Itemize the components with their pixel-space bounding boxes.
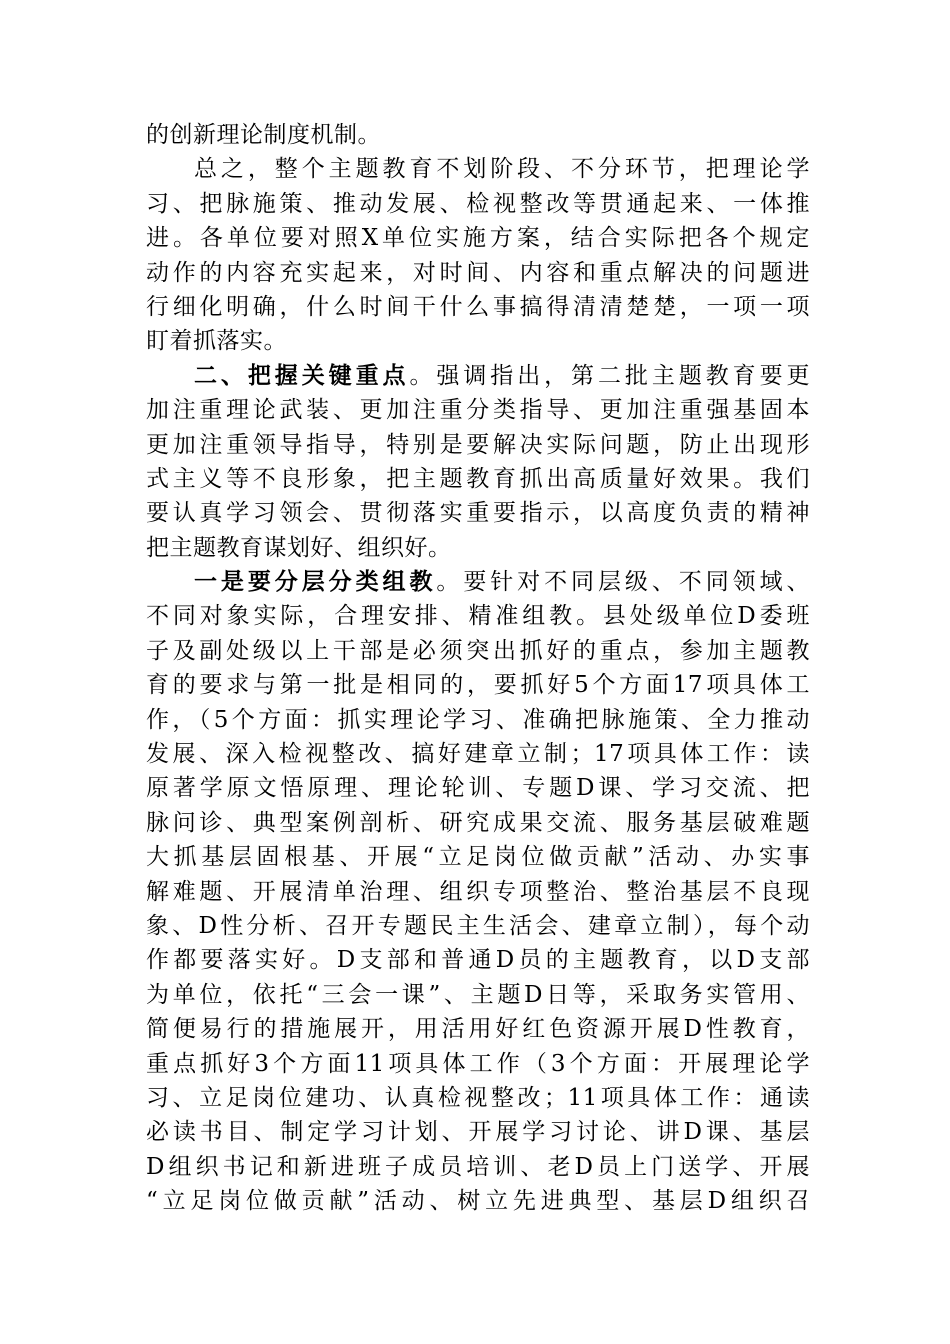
- text-run: 。要针对不同层级、不同领域、: [436, 569, 811, 596]
- text-line: [146, 771, 810, 805]
- text-run: 作都要落实好。D支部和普通D员的主题教育，以D支部: [146, 947, 810, 974]
- text-line: [146, 221, 810, 255]
- text-run: 不同对象实际，合理安排、精准组教。县处级单位D委班: [146, 603, 810, 630]
- text-run: 习、立足岗位建功、认真检视整改；11项具体工作：通读: [146, 1084, 810, 1111]
- text-line: [146, 737, 810, 771]
- text-line: [146, 428, 810, 462]
- text-run: 必读书目、制定学习计划、开展学习讨论、讲D课、基层: [146, 1119, 810, 1146]
- text-run: 。强调指出，第二批主题教育要更: [409, 362, 811, 389]
- bold-heading-run: 一是要分层分类组教: [194, 568, 437, 596]
- text-run: 作，（5个方面：抓实理论学习、准确把脉施策、全力推动: [146, 706, 810, 733]
- text-line: [146, 496, 810, 530]
- paragraph: [146, 565, 810, 1218]
- text-run: 简便易行的措施展开，用活用好红色资源开展D性教育，: [146, 1016, 810, 1043]
- text-line: [146, 187, 810, 221]
- text-run: 加注重理论武装、更加注重分类指导、更加注重强基固本: [146, 397, 810, 424]
- text-line: [146, 668, 810, 702]
- text-run: 更加注重领导指导，特别是要解决实际问题，防止出现形: [146, 431, 810, 458]
- text-line: [146, 1012, 810, 1046]
- text-line: [146, 324, 810, 358]
- text-run: D组织书记和新进班子成员培训、老D员上门送学、开展: [146, 1153, 810, 1180]
- text-run: 重点抓好3个方面11项具体工作（3个方面：开展理论学: [146, 1050, 810, 1077]
- text-run: “立足岗位做贡献”活动、树立先进典型、基层D组织召: [146, 1188, 810, 1215]
- text-run: 总之，整个主题教育不划阶段、不分环节，把理论学: [194, 156, 810, 183]
- text-run: 习、把脉施策、推动发展、检视整改等贯通起来、一体推: [146, 190, 810, 217]
- text-line: [146, 565, 810, 599]
- text-line: [146, 599, 810, 633]
- text-run: 脉问诊、典型案例剖析、研究成果交流、服务基层破难题: [146, 809, 810, 836]
- text-line: [146, 703, 810, 737]
- text-line: [146, 1081, 810, 1115]
- text-run: 原著学原文悟原理、理论轮训、专题D课、学习交流、把: [146, 775, 810, 802]
- text-line: [146, 1184, 810, 1218]
- text-line: [146, 462, 810, 496]
- text-line: [146, 393, 810, 427]
- text-line: [146, 1047, 810, 1081]
- text-run: 的创新理论制度机制。: [146, 122, 381, 148]
- text-line: [146, 152, 810, 186]
- text-run: 盯着抓落实。: [146, 328, 287, 355]
- text-line: [146, 943, 810, 977]
- text-line: [146, 875, 810, 909]
- text-line: [146, 290, 810, 324]
- text-line: [146, 634, 810, 668]
- text-line: [146, 359, 810, 393]
- paragraph: [146, 359, 810, 565]
- text-run: 行细化明确，什么时间干什么事搞得清清楚楚，一项一项: [146, 293, 810, 320]
- bold-heading-run: 二、把握关键重点: [194, 361, 410, 389]
- text-run: 大抓基层固根基、开展“立足岗位做贡献”活动、办实事: [146, 844, 810, 871]
- text-run: 子及副处级以上干部是必须突出抓好的重点，参加主题教: [146, 637, 810, 664]
- text-run: 要认真学习领会、贯彻落实重要指示，以高度负责的精神: [146, 500, 810, 527]
- text-line: [146, 840, 810, 874]
- text-line: [146, 531, 810, 565]
- text-run: 解难题、开展清单治理、组织专项整治、整治基层不良现: [146, 878, 810, 905]
- text-line: [146, 909, 810, 943]
- text-run: 为单位，依托“三会一课”、主题D日等，采取务实管用、: [146, 981, 810, 1008]
- text-run: 育的要求与第一批是相同的，要抓好5个方面17项具体工: [146, 672, 810, 699]
- text-line: [146, 118, 810, 152]
- text-line: [146, 1150, 810, 1184]
- text-run: 象、D性分析、召开专题民主生活会、建章立制），每个动: [146, 912, 810, 939]
- text-run: 把主题教育谋划好、组织好。: [146, 534, 452, 561]
- text-run: 动作的内容充实起来，对时间、内容和重点解决的问题进: [146, 259, 810, 286]
- paragraph: [146, 152, 810, 358]
- text-line: [146, 256, 810, 290]
- text-run: 发展、深入检视整改、搞好建章立制；17项具体工作：读: [146, 741, 810, 768]
- paragraph: [146, 118, 810, 152]
- text-line: [146, 806, 810, 840]
- text-run: 进。各单位要对照X单位实施方案，结合实际把各个规定: [146, 225, 810, 252]
- text-line: [146, 978, 810, 1012]
- text-line: [146, 1115, 810, 1149]
- text-run: 式主义等不良形象，把主题教育抓出高质量好效果。我们: [146, 465, 810, 492]
